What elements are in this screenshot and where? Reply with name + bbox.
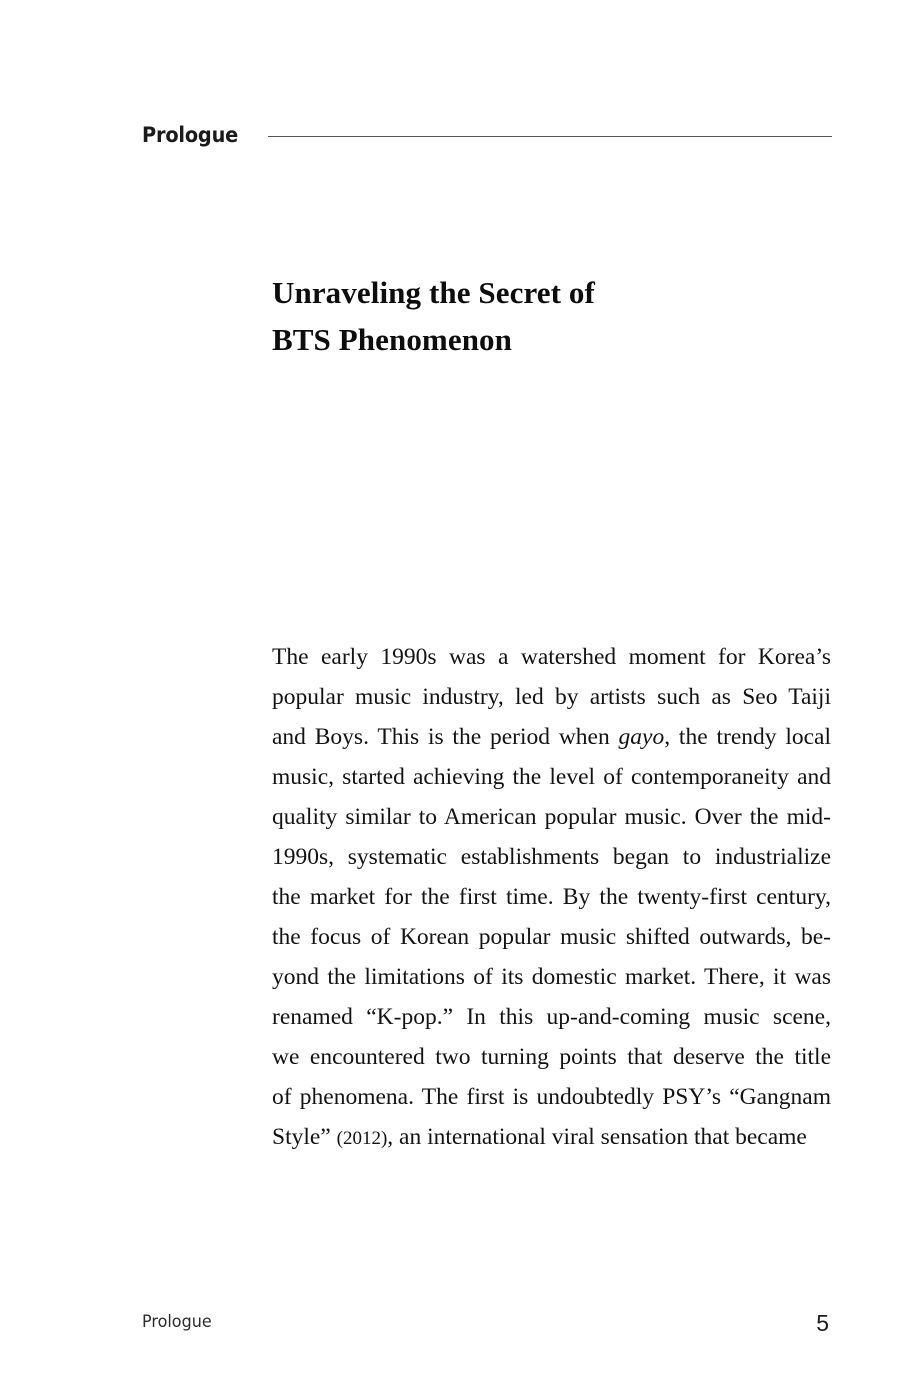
page-title (272, 269, 842, 363)
footer-section-label: Prologue (142, 1312, 212, 1332)
body-line (272, 1117, 831, 1159)
body-line-text: Style” (272, 1124, 337, 1150)
body-line-text: and Boys. This is the period when (272, 724, 619, 750)
page-title-line-2: BTS Phenomenon (272, 322, 512, 358)
body-line-text: , the trendy local (664, 724, 831, 750)
body-line: The early 1990s was a watershed moment for Korea’s (272, 644, 831, 670)
body-line: we encountered two turning points that deserve the title (272, 1044, 831, 1070)
page-title-line-1: Unraveling the Secret of (272, 275, 595, 311)
running-header (142, 118, 832, 152)
body-line-text: , an international viral sensation that became (387, 1124, 807, 1150)
body-line: 1990s, systematic establishments began to industrialize (272, 844, 831, 870)
running-header-label: Prologue (142, 123, 239, 147)
body-line: popular music industry, led by artists such as Seo Taiji (272, 684, 831, 710)
page-number: 5 (816, 1310, 829, 1336)
body-line: yond the limitations of its domestic market. There, it was (272, 964, 831, 990)
body-line (272, 717, 831, 757)
body-line: the market for the first time. By the twenty-first century, (272, 884, 831, 910)
body-line: quality similar to American popular music. Over the mid- (272, 804, 831, 830)
body-line: of phenomena. The first is undoubtedly PSY’s “Gangnam (272, 1084, 831, 1110)
body-line: the focus of Korean popular music shifted outwards, be- (272, 924, 831, 950)
italic-term-gayo: gayo (618, 724, 665, 750)
body-line: renamed “K-pop.” In this up-and-coming music scene, (272, 1004, 831, 1030)
year-annotation: (2012) (336, 1128, 388, 1149)
body-line: music, started achieving the level of contemporaneity and (272, 764, 831, 790)
body-paragraph (272, 637, 831, 1159)
page-footer (142, 1312, 832, 1342)
header-divider-rule (268, 136, 832, 137)
